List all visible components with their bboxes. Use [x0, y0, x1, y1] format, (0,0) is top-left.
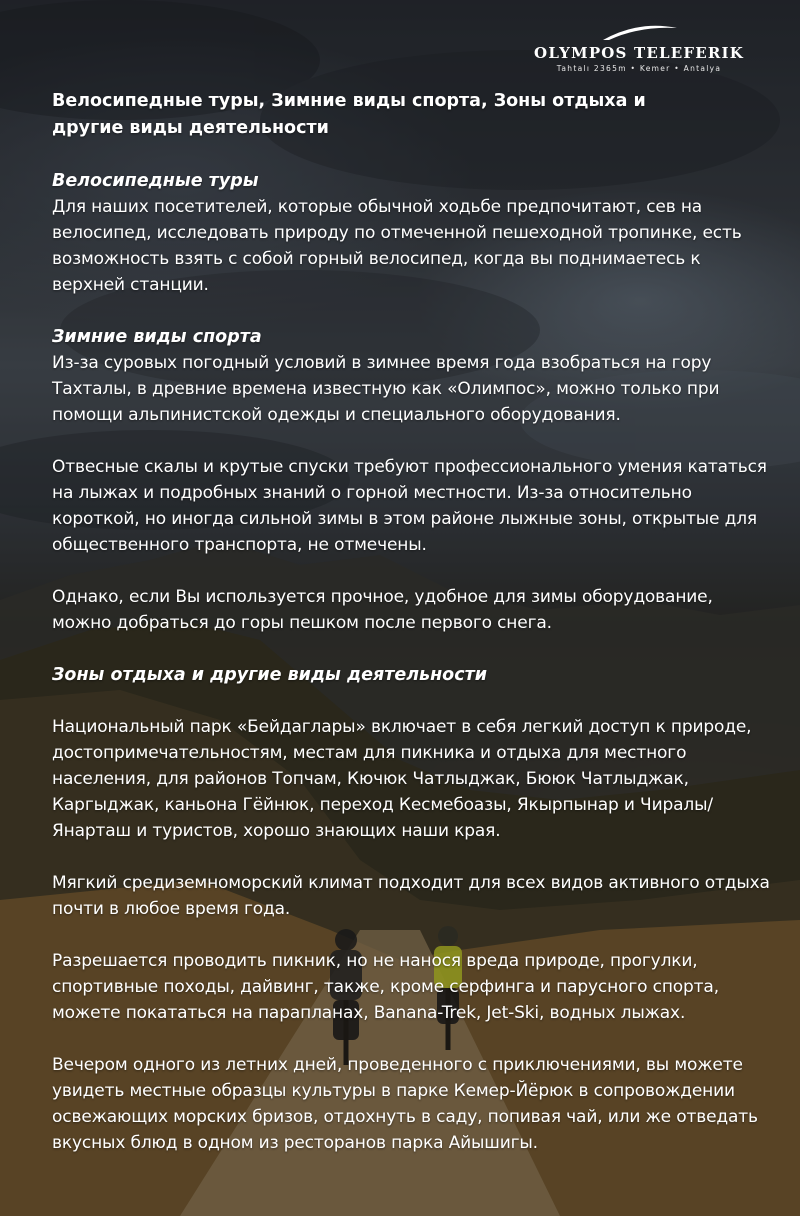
winter-paragraph-3: Однако, если Вы используется прочное, удобное для зимы оборудование, можно добраться до горы пешком после первого снега. — [52, 587, 713, 633]
brand-name: OLYMPOS TELEFERIK — [534, 44, 744, 62]
article-body — [52, 88, 772, 1182]
recreation-paragraph-2: Мягкий средиземноморский климат подходит для всех видов активного отдыха почти в любое время года. — [52, 873, 770, 919]
winter-paragraph-2: Отвесные скалы и крутые спуски требуют профессионального умения кататься на лыжах и подробных знаний о горной местности. Из-за относительно короткой, но иногда сильной зимы в этом районе лыжные зоны, открытые для общественного транспорта, не отмечены. — [52, 457, 767, 555]
winter-paragraph-1: Из-за суровых погодный условий в зимнее время года взобраться на гору Тахталы, в древние времена известную как «Олимпос», можно только при помощи альпинистской одежды и специального оборудования. — [52, 353, 720, 425]
recreation-paragraph-3: Разрешается проводить пикник, но не нанося вреда природе, прогулки, спортивные походы, дайвинг, также, кроме серфинга и парусного спорта, можете покататься на парапланах, Banana-Trek, Jet-Ski, водных лыжах. — [52, 951, 719, 1023]
section-heading-recreation: Зоны отдыха и другие виды деятельности — [52, 665, 487, 685]
page-title: Велосипедные туры, Зимние виды спорта, Зоны отдыха и другие виды деятельности — [52, 91, 646, 138]
brand-logo[interactable] — [534, 22, 744, 73]
section-heading-winter-sports: Зимние виды спорта — [52, 327, 262, 347]
cycling-paragraph: Для наших посетителей, которые обычной ходьбе предпочитают, сев на велосипед, исследовать природу по отмеченной пешеходной тропинке, есть возможность взять с собой горный велосипед, когда вы поднимаетесь к верхней станции. — [52, 197, 742, 295]
brand-tagline: Tahtalı 2365m • Kemer • Antalya — [556, 64, 722, 73]
recreation-paragraph-1: Национальный парк «Бейдаглары» включает в себя легкий доступ к природе, достопримечательностям, местам для пикника и отдыха для местного населения, для районов Топчам, Кючюк Чатлыджак, Бююк Чатлыджак, Каргыджак, каньона Гёйнюк, переход Кесмебоазы, Якырпынар и Чиралы/Янарташ и туристов, хорошо знающих наши края. — [52, 717, 752, 841]
cable-swoosh-icon — [599, 22, 679, 42]
section-heading-cycling: Велосипедные туры — [52, 171, 259, 191]
recreation-paragraph-4: Вечером одного из летних дней, проведенного с приключениями, вы можете увидеть местные образцы культуры в парке Кемер-Йёрюк в сопровождении освежающих морских бризов, отдохнуть в саду, попивая чай, или же отведать вкусных блюд в одном из ресторанов парка Айышигы. — [52, 1055, 758, 1153]
